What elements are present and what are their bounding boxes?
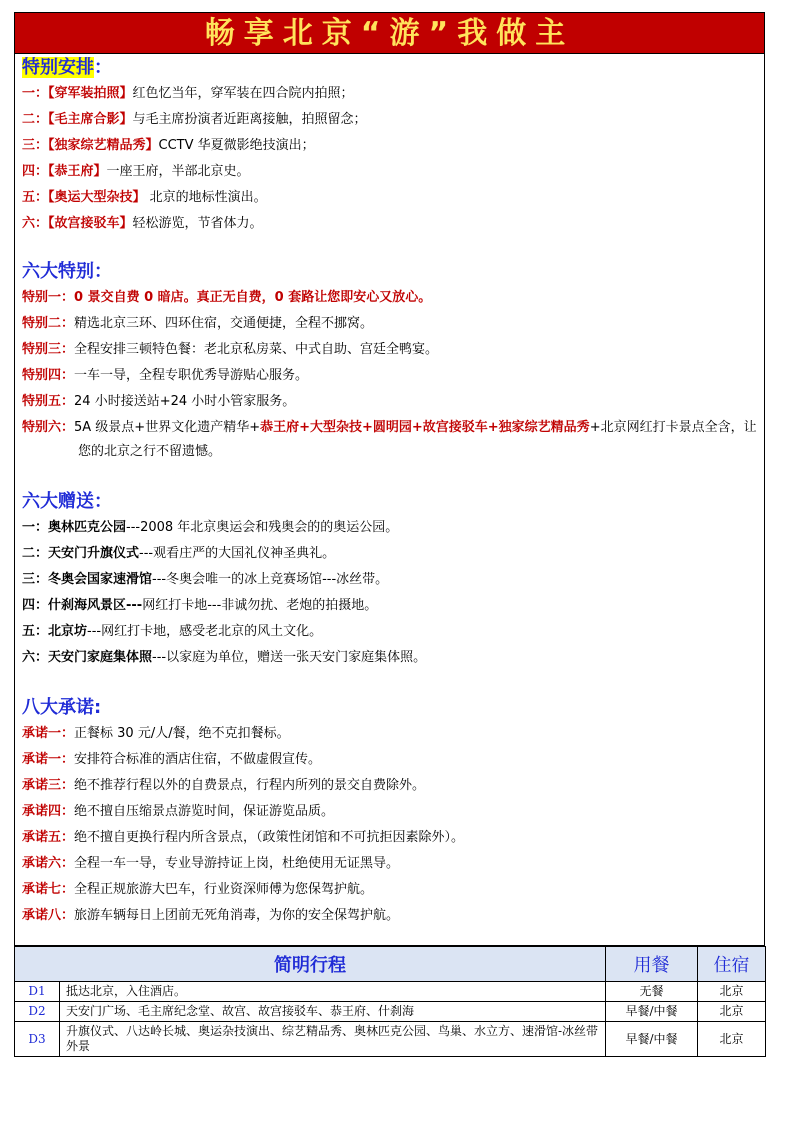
item-label: 五：北京坊 xyxy=(22,624,88,639)
list-item xyxy=(22,826,762,850)
item-label: 一：【穿军装拍照】 xyxy=(22,86,133,101)
day-cell: D3 xyxy=(15,1022,60,1057)
item-label: 二：【毛主席合影】 xyxy=(22,112,133,127)
item-text: ---观看庄严的大国礼仪神圣典礼。 xyxy=(139,546,336,561)
item-label: 五：【奥运大型杂技】 xyxy=(22,190,146,205)
day-cell: D2 xyxy=(15,1002,60,1022)
special-arrangement-title xyxy=(22,56,762,80)
item-text: 精选北京三环、四环住宿，交通便捷，全程不挪窝。 xyxy=(74,316,374,331)
item-label: 承诺六： xyxy=(22,856,75,871)
list-item xyxy=(22,186,762,210)
table-row xyxy=(15,1002,766,1022)
item-label: 六：【故宫接驳车】 xyxy=(22,216,133,231)
item-text: 一座王府，半部北京史。 xyxy=(106,164,250,179)
special-title-colon: ： xyxy=(94,57,112,78)
item-text: 北京的地标性演出。 xyxy=(145,190,267,205)
day-cell: D1 xyxy=(15,982,60,1002)
list-item xyxy=(22,312,762,336)
hotel-cell: 北京 xyxy=(698,1002,766,1022)
hotel-cell: 北京 xyxy=(698,1022,766,1057)
item-label: 二：天安门升旗仪式 xyxy=(22,546,140,561)
item-text: 绝不推荐行程以外的自费景点，行程内所列的景交自费除外。 xyxy=(74,778,426,793)
item-label: 三：冬奥会国家速滑馆 xyxy=(22,572,153,587)
list-item xyxy=(22,82,762,106)
item-label: 承诺七： xyxy=(22,882,75,897)
list-item xyxy=(22,212,762,236)
item-label: 特别二： xyxy=(22,316,75,331)
meal-cell: 早餐/中餐 xyxy=(606,1002,698,1022)
item-label: 三：【独家综艺精品秀】 xyxy=(22,138,159,153)
list-item xyxy=(22,852,762,876)
list-item xyxy=(22,134,762,158)
list-item xyxy=(22,286,762,310)
six-special-title: 六大特别： xyxy=(22,261,112,282)
page-title: 畅享北京“游”我做主 xyxy=(14,12,765,54)
item-label: 承诺三： xyxy=(22,778,75,793)
item-text: 一车一导，全程专职优秀导游贴心服务。 xyxy=(74,368,309,383)
item-text: 5A 级景点+世界文化遗产精华+ xyxy=(74,420,261,435)
main-content xyxy=(22,56,762,928)
item-label: 特别四： xyxy=(22,368,75,383)
item-label: 承诺五： xyxy=(22,830,75,845)
item-label: 四：【恭王府】 xyxy=(22,164,107,179)
item-text: 与毛主席扮演者近距离接触，拍照留念； xyxy=(132,112,367,127)
item-text: 全程一车一导，专业导游持证上岗，杜绝使用无证黑导。 xyxy=(74,856,400,871)
list-item xyxy=(22,542,762,566)
item-text: 红色忆当年，穿军装在四合院内拍照； xyxy=(132,86,354,101)
list-item xyxy=(22,774,762,798)
item-label: 承诺一： xyxy=(22,726,75,741)
list-item xyxy=(22,568,762,592)
item-label: 特别五： xyxy=(22,394,75,409)
list-item xyxy=(22,516,762,540)
item-text: +北京网红打卡景点全含，让您的北京之行不留遗憾。 xyxy=(78,420,757,459)
meal-cell: 早餐/中餐 xyxy=(606,1022,698,1057)
list-item xyxy=(22,338,762,362)
list-item xyxy=(22,722,762,746)
item-label: 承诺四： xyxy=(22,804,75,819)
item-text: 24 小时接送站+24 小时小管家服务。 xyxy=(74,394,296,409)
item-text: 全程安排三顿特色餐：老北京私房菜、中式自助、宫廷全鸭宴。 xyxy=(74,342,439,357)
list-item xyxy=(22,878,762,902)
route-cell: 升旗仪式、八达岭长城、奥运杂技演出、综艺精品秀、奥林匹克公园、鸟巢、水立方、速滑馆-冰丝带外景 xyxy=(60,1022,606,1057)
list-item xyxy=(22,108,762,132)
table-header-row xyxy=(15,947,766,982)
item-text: 正餐标 30 元/人/餐，绝不克扣餐标。 xyxy=(74,726,290,741)
item-label: 承诺八： xyxy=(22,908,75,923)
item-label: 特别六： xyxy=(22,420,75,435)
item-label: 六：天安门家庭集体照 xyxy=(22,650,153,665)
list-item xyxy=(22,620,762,644)
item-text: 轻松游览，节省体力。 xyxy=(132,216,263,231)
item-text: 绝不擅自更换行程内所含景点，（政策性闭馆和不可抗拒因素除外）。 xyxy=(74,830,465,845)
item-label: 一：奥林匹克公园 xyxy=(22,520,127,535)
item-text: ---网红打卡地，感受老北京的风土文化。 xyxy=(87,624,323,639)
list-item xyxy=(22,748,762,772)
list-item xyxy=(22,646,762,670)
table-row xyxy=(15,982,766,1002)
item-text: 旅游车辆每日上团前无死角消毒，为你的安全保驾护航。 xyxy=(74,908,400,923)
hotel-cell: 北京 xyxy=(698,982,766,1002)
item-text: ---2008 年北京奥运会和残奥会的的奥运公园。 xyxy=(126,520,399,535)
list-item xyxy=(22,904,762,928)
route-cell: 天安门广场、毛主席纪念堂、故宫、故宫接驳车、恭王府、什刹海 xyxy=(60,1002,606,1022)
list-item xyxy=(22,160,762,184)
special-title-highlight: 特别安排 xyxy=(22,57,94,78)
list-item xyxy=(22,594,762,618)
item-highlight: 恭王府+大型杂技+圆明园+故宫接驳车+独家综艺精品秀 xyxy=(260,420,590,435)
item-label: 特别三： xyxy=(22,342,75,357)
item-label: 特别一： xyxy=(22,290,75,305)
item-text: 绝不擅自压缩景点游览时间，保证游览品质。 xyxy=(74,804,335,819)
gifts-title: 六大赠送： xyxy=(22,491,112,512)
promises-title: 八大承诺: xyxy=(22,697,102,718)
item-text: 全程正规旅游大巴车，行业资深师傅为您保驾护航。 xyxy=(74,882,374,897)
meal-header: 用餐 xyxy=(606,947,698,982)
itinerary-table xyxy=(14,946,766,1057)
route-cell: 抵达北京，入住酒店。 xyxy=(60,982,606,1002)
list-item xyxy=(22,800,762,824)
item-text: 安排符合标准的酒店住宿，不做虚假宣传。 xyxy=(74,752,322,767)
list-item xyxy=(22,390,762,414)
list-item xyxy=(22,416,762,464)
item-label: 四：什刹海风景区--- xyxy=(22,598,143,613)
item-label: 承诺一： xyxy=(22,752,75,767)
hotel-header: 住宿 xyxy=(698,947,766,982)
item-text: ---以家庭为单位，赠送一张天安门家庭集体照。 xyxy=(152,650,427,665)
item-text: CCTV 华夏微影绝技演出； xyxy=(158,138,315,153)
itinerary-header: 简明行程 xyxy=(15,947,606,982)
table-row xyxy=(15,1022,766,1057)
item-text: ---冬奥会唯一的冰上竞赛场馆---冰丝带。 xyxy=(152,572,389,587)
meal-cell: 无餐 xyxy=(606,982,698,1002)
item-text: 0 景交自费 0 暗店。真正无自费，0 套路让您即安心又放心。 xyxy=(74,290,432,305)
list-item xyxy=(22,364,762,388)
item-text: 网红打卡地---非诚勿扰、老炮的拍摄地。 xyxy=(142,598,378,613)
